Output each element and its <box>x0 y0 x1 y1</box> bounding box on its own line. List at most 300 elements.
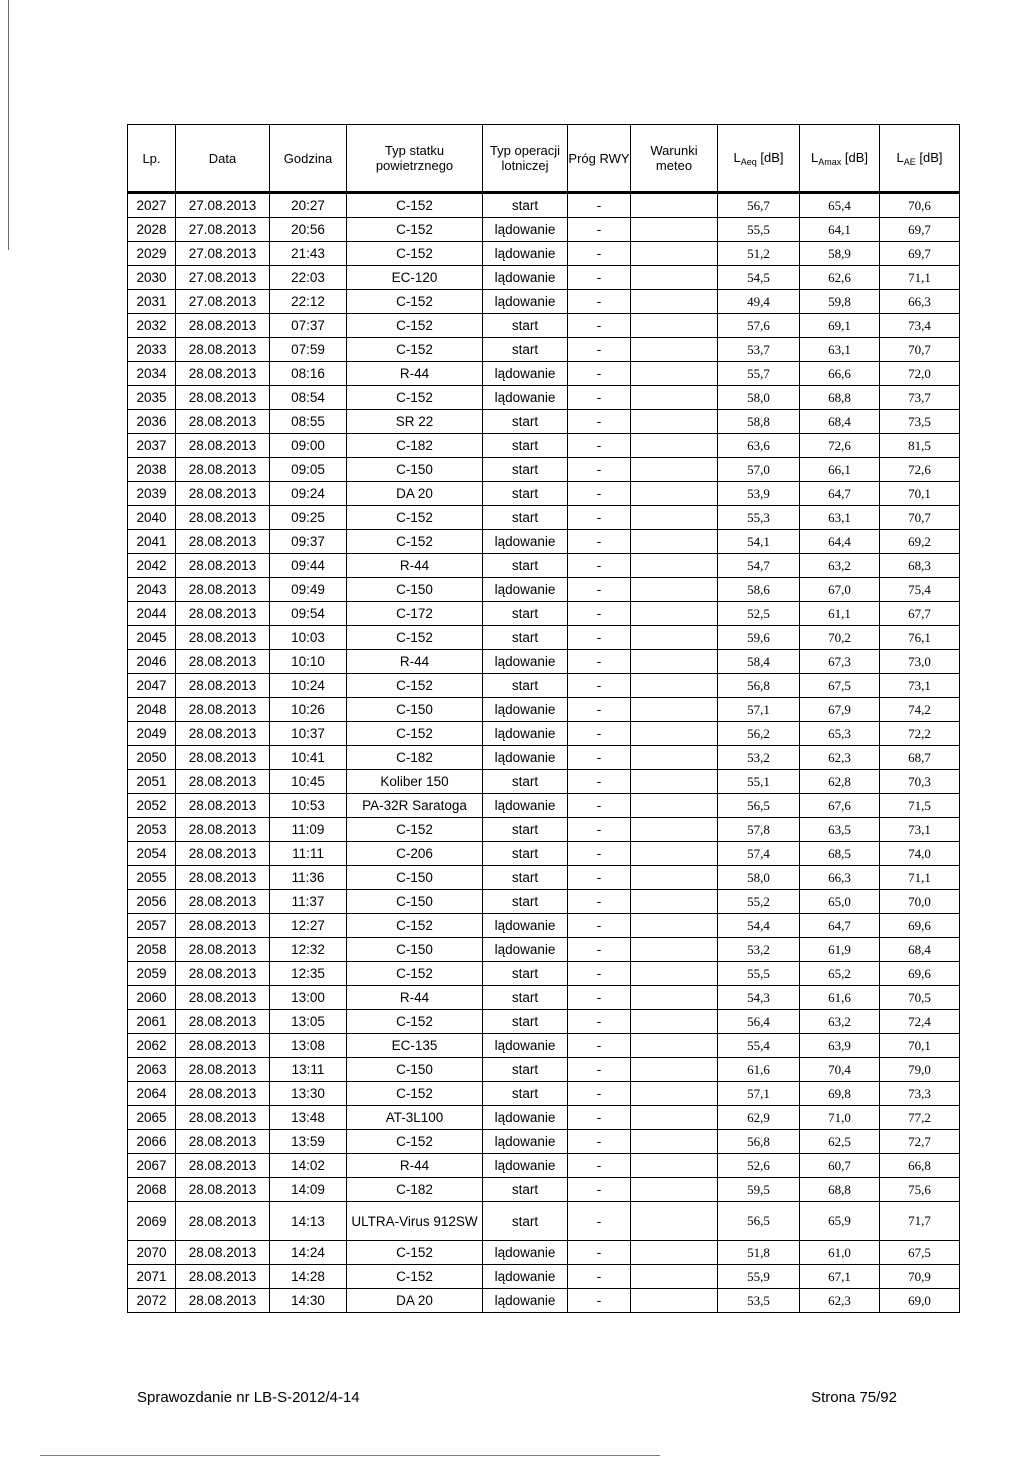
weather-cell <box>631 362 718 386</box>
date-cell: 28.08.2013 <box>176 938 270 962</box>
date-cell: 28.08.2013 <box>176 1265 270 1289</box>
laeq-cell: 58,0 <box>718 386 800 410</box>
operation-cell: start <box>483 842 568 866</box>
aircraft-cell: R-44 <box>347 650 483 674</box>
operation-cell: lądowanie <box>483 746 568 770</box>
table-row <box>128 698 960 722</box>
time-cell: 07:59 <box>270 338 347 362</box>
runway-cell: - <box>568 242 631 266</box>
measurement-table <box>127 124 960 1313</box>
header-godzina: Godzina <box>270 125 347 193</box>
aircraft-cell: C-152 <box>347 242 483 266</box>
weather-cell <box>631 746 718 770</box>
header-lae <box>880 125 960 193</box>
operation-cell: start <box>483 818 568 842</box>
aircraft-cell: C-172 <box>347 602 483 626</box>
operation-cell: lądowanie <box>483 1241 568 1265</box>
lae-cell: 71,5 <box>880 794 960 818</box>
weather-cell <box>631 554 718 578</box>
lae-cell: 69,2 <box>880 530 960 554</box>
header-data: Data <box>176 125 270 193</box>
runway-cell: - <box>568 1058 631 1082</box>
table-row <box>128 314 960 338</box>
table-header-row <box>128 125 960 193</box>
lp-cell: 2054 <box>128 842 176 866</box>
lamax-cell: 67,0 <box>800 578 880 602</box>
weather-cell <box>631 218 718 242</box>
runway-cell: - <box>568 1265 631 1289</box>
lamax-cell: 63,2 <box>800 1010 880 1034</box>
aircraft-cell: C-152 <box>347 962 483 986</box>
operation-cell: start <box>483 890 568 914</box>
date-cell: 28.08.2013 <box>176 1202 270 1241</box>
weather-cell <box>631 674 718 698</box>
operation-cell: lądowanie <box>483 1034 568 1058</box>
aircraft-cell: C-152 <box>347 218 483 242</box>
aircraft-cell: C-152 <box>347 506 483 530</box>
header-lp: Lp. <box>128 125 176 193</box>
operation-cell: start <box>483 506 568 530</box>
lp-cell: 2067 <box>128 1154 176 1178</box>
date-cell: 28.08.2013 <box>176 506 270 530</box>
runway-cell: - <box>568 386 631 410</box>
lp-cell: 2041 <box>128 530 176 554</box>
aircraft-cell: C-182 <box>347 1178 483 1202</box>
laeq-cell: 53,7 <box>718 338 800 362</box>
lamax-cell: 65,2 <box>800 962 880 986</box>
runway-cell: - <box>568 1178 631 1202</box>
date-cell: 28.08.2013 <box>176 1106 270 1130</box>
table-row <box>128 1058 960 1082</box>
time-cell: 09:00 <box>270 434 347 458</box>
laeq-cell: 56,2 <box>718 722 800 746</box>
header-laeq <box>718 125 800 193</box>
lamax-cell: 70,4 <box>800 1058 880 1082</box>
aircraft-cell: C-152 <box>347 674 483 698</box>
laeq-cell: 57,1 <box>718 1082 800 1106</box>
weather-cell <box>631 1241 718 1265</box>
time-cell: 10:24 <box>270 674 347 698</box>
lamax-cell: 59,8 <box>800 290 880 314</box>
lamax-cell: 63,1 <box>800 506 880 530</box>
lp-cell: 2027 <box>128 193 176 218</box>
weather-cell <box>631 506 718 530</box>
lae-cell: 71,1 <box>880 866 960 890</box>
operation-cell: lądowanie <box>483 938 568 962</box>
weather-cell <box>631 818 718 842</box>
runway-cell: - <box>568 338 631 362</box>
lae-cell: 70,7 <box>880 506 960 530</box>
lae-cell: 68,3 <box>880 554 960 578</box>
date-cell: 28.08.2013 <box>176 1130 270 1154</box>
laeq-cell: 57,6 <box>718 314 800 338</box>
laeq-cell: 54,3 <box>718 986 800 1010</box>
runway-cell: - <box>568 1154 631 1178</box>
lamax-cell: 68,8 <box>800 386 880 410</box>
lp-cell: 2071 <box>128 1265 176 1289</box>
weather-cell <box>631 1106 718 1130</box>
runway-cell: - <box>568 578 631 602</box>
runway-cell: - <box>568 482 631 506</box>
runway-cell: - <box>568 842 631 866</box>
aircraft-cell: C-152 <box>347 818 483 842</box>
lp-cell: 2033 <box>128 338 176 362</box>
operation-cell: start <box>483 1082 568 1106</box>
lae-cell: 75,4 <box>880 578 960 602</box>
aircraft-cell: C-182 <box>347 434 483 458</box>
lae-cell: 73,5 <box>880 410 960 434</box>
operation-cell: lądowanie <box>483 698 568 722</box>
laeq-cell: 55,1 <box>718 770 800 794</box>
lae-cell: 69,6 <box>880 962 960 986</box>
aircraft-cell: ULTRA-Virus 912SW <box>347 1202 483 1241</box>
lamax-cell: 69,1 <box>800 314 880 338</box>
table-row <box>128 1130 960 1154</box>
operation-cell: start <box>483 314 568 338</box>
lae-cell: 73,7 <box>880 386 960 410</box>
operation-cell: lądowanie <box>483 794 568 818</box>
runway-cell: - <box>568 458 631 482</box>
date-cell: 27.08.2013 <box>176 290 270 314</box>
laeq-cell: 57,4 <box>718 842 800 866</box>
runway-cell: - <box>568 530 631 554</box>
lp-cell: 2056 <box>128 890 176 914</box>
lamax-cell: 70,2 <box>800 626 880 650</box>
laeq-cell: 49,4 <box>718 290 800 314</box>
laeq-cell: 52,6 <box>718 1154 800 1178</box>
lp-cell: 2042 <box>128 554 176 578</box>
lamax-cell: 69,8 <box>800 1082 880 1106</box>
operation-cell: lądowanie <box>483 578 568 602</box>
table-row <box>128 1154 960 1178</box>
lp-cell: 2055 <box>128 866 176 890</box>
lamax-cell: 62,3 <box>800 746 880 770</box>
time-cell: 14:24 <box>270 1241 347 1265</box>
runway-cell: - <box>568 1202 631 1241</box>
lae-cell: 70,1 <box>880 1034 960 1058</box>
table-row <box>128 914 960 938</box>
lamax-cell: 67,9 <box>800 698 880 722</box>
operation-cell: start <box>483 1178 568 1202</box>
runway-cell: - <box>568 1130 631 1154</box>
laeq-cell: 58,8 <box>718 410 800 434</box>
aircraft-cell: Koliber 150 <box>347 770 483 794</box>
lamax-cell: 58,9 <box>800 242 880 266</box>
weather-cell <box>631 434 718 458</box>
lamax-cell: 61,9 <box>800 938 880 962</box>
header-typ-statku: Typ statku powietrznego <box>347 125 483 193</box>
table-row <box>128 1106 960 1130</box>
runway-cell: - <box>568 986 631 1010</box>
date-cell: 28.08.2013 <box>176 434 270 458</box>
lp-cell: 2063 <box>128 1058 176 1082</box>
weather-cell <box>631 482 718 506</box>
scan-edge-line <box>8 0 9 250</box>
time-cell: 08:55 <box>270 410 347 434</box>
table-row <box>128 650 960 674</box>
lamax-cell: 63,2 <box>800 554 880 578</box>
runway-cell: - <box>568 218 631 242</box>
lp-cell: 2031 <box>128 290 176 314</box>
date-cell: 28.08.2013 <box>176 458 270 482</box>
weather-cell <box>631 938 718 962</box>
lp-cell: 2040 <box>128 506 176 530</box>
aircraft-cell: EC-135 <box>347 1034 483 1058</box>
time-cell: 10:41 <box>270 746 347 770</box>
operation-cell: start <box>483 482 568 506</box>
time-cell: 11:37 <box>270 890 347 914</box>
operation-cell: start <box>483 410 568 434</box>
operation-cell: lądowanie <box>483 722 568 746</box>
laeq-cell: 53,2 <box>718 938 800 962</box>
table-row <box>128 266 960 290</box>
table-row <box>128 1178 960 1202</box>
runway-cell: - <box>568 1289 631 1313</box>
weather-cell <box>631 1034 718 1058</box>
header-laeq-main: L <box>733 149 741 165</box>
laeq-cell: 54,4 <box>718 914 800 938</box>
date-cell: 28.08.2013 <box>176 746 270 770</box>
aircraft-cell: DA 20 <box>347 1289 483 1313</box>
table-row <box>128 410 960 434</box>
time-cell: 13:11 <box>270 1058 347 1082</box>
lamax-cell: 64,1 <box>800 218 880 242</box>
time-cell: 13:08 <box>270 1034 347 1058</box>
operation-cell: lądowanie <box>483 914 568 938</box>
lamax-cell: 62,5 <box>800 1130 880 1154</box>
aircraft-cell: C-152 <box>347 314 483 338</box>
lae-cell: 70,3 <box>880 770 960 794</box>
table-row <box>128 746 960 770</box>
date-cell: 28.08.2013 <box>176 386 270 410</box>
runway-cell: - <box>568 193 631 218</box>
operation-cell: start <box>483 338 568 362</box>
runway-cell: - <box>568 770 631 794</box>
weather-cell <box>631 914 718 938</box>
weather-cell <box>631 986 718 1010</box>
table-row <box>128 722 960 746</box>
date-cell: 28.08.2013 <box>176 602 270 626</box>
lae-cell: 69,7 <box>880 218 960 242</box>
laeq-cell: 55,4 <box>718 1034 800 1058</box>
time-cell: 11:11 <box>270 842 347 866</box>
lp-cell: 2045 <box>128 626 176 650</box>
weather-cell <box>631 530 718 554</box>
laeq-cell: 55,5 <box>718 218 800 242</box>
lae-cell: 66,8 <box>880 1154 960 1178</box>
time-cell: 11:09 <box>270 818 347 842</box>
lae-cell: 75,6 <box>880 1178 960 1202</box>
runway-cell: - <box>568 290 631 314</box>
lamax-cell: 65,3 <box>800 722 880 746</box>
laeq-cell: 56,7 <box>718 193 800 218</box>
date-cell: 28.08.2013 <box>176 1289 270 1313</box>
laeq-cell: 61,6 <box>718 1058 800 1082</box>
runway-cell: - <box>568 410 631 434</box>
date-cell: 28.08.2013 <box>176 1154 270 1178</box>
aircraft-cell: C-152 <box>347 1241 483 1265</box>
lp-cell: 2065 <box>128 1106 176 1130</box>
operation-cell: start <box>483 962 568 986</box>
time-cell: 14:09 <box>270 1178 347 1202</box>
runway-cell: - <box>568 914 631 938</box>
page-number: Strona 75/92 <box>811 1389 897 1406</box>
lamax-cell: 71,0 <box>800 1106 880 1130</box>
time-cell: 14:28 <box>270 1265 347 1289</box>
date-cell: 28.08.2013 <box>176 1241 270 1265</box>
lae-cell: 73,1 <box>880 674 960 698</box>
lp-cell: 2034 <box>128 362 176 386</box>
weather-cell <box>631 962 718 986</box>
lae-cell: 72,7 <box>880 1130 960 1154</box>
runway-cell: - <box>568 962 631 986</box>
table-row <box>128 794 960 818</box>
lp-cell: 2053 <box>128 818 176 842</box>
header-laeq-unit: [dB] <box>756 149 784 165</box>
weather-cell <box>631 650 718 674</box>
table-row <box>128 506 960 530</box>
laeq-cell: 55,3 <box>718 506 800 530</box>
time-cell: 10:53 <box>270 794 347 818</box>
table-row <box>128 986 960 1010</box>
lae-cell: 69,6 <box>880 914 960 938</box>
runway-cell: - <box>568 818 631 842</box>
aircraft-cell: C-152 <box>347 914 483 938</box>
date-cell: 28.08.2013 <box>176 338 270 362</box>
lae-cell: 73,1 <box>880 818 960 842</box>
time-cell: 13:00 <box>270 986 347 1010</box>
operation-cell: lądowanie <box>483 290 568 314</box>
time-cell: 13:48 <box>270 1106 347 1130</box>
time-cell: 09:05 <box>270 458 347 482</box>
lp-cell: 2069 <box>128 1202 176 1241</box>
laeq-cell: 51,8 <box>718 1241 800 1265</box>
time-cell: 22:12 <box>270 290 347 314</box>
header-lae-unit: [dB] <box>915 149 943 165</box>
aircraft-cell: C-152 <box>347 338 483 362</box>
lamax-cell: 64,7 <box>800 914 880 938</box>
time-cell: 09:24 <box>270 482 347 506</box>
time-cell: 10:37 <box>270 722 347 746</box>
time-cell: 09:54 <box>270 602 347 626</box>
operation-cell: lądowanie <box>483 1154 568 1178</box>
header-warunki: Warunki meteo <box>631 125 718 193</box>
lp-cell: 2047 <box>128 674 176 698</box>
operation-cell: start <box>483 193 568 218</box>
aircraft-cell: C-150 <box>347 578 483 602</box>
lp-cell: 2072 <box>128 1289 176 1313</box>
date-cell: 28.08.2013 <box>176 410 270 434</box>
lae-cell: 72,2 <box>880 722 960 746</box>
weather-cell <box>631 1058 718 1082</box>
lamax-cell: 62,3 <box>800 1289 880 1313</box>
date-cell: 28.08.2013 <box>176 914 270 938</box>
lamax-cell: 61,6 <box>800 986 880 1010</box>
date-cell: 28.08.2013 <box>176 362 270 386</box>
runway-cell: - <box>568 1010 631 1034</box>
aircraft-cell: R-44 <box>347 986 483 1010</box>
aircraft-cell: C-152 <box>347 626 483 650</box>
weather-cell <box>631 1082 718 1106</box>
date-cell: 28.08.2013 <box>176 890 270 914</box>
table-row <box>128 530 960 554</box>
lae-cell: 69,0 <box>880 1289 960 1313</box>
lamax-cell: 62,6 <box>800 266 880 290</box>
operation-cell: lądowanie <box>483 362 568 386</box>
date-cell: 27.08.2013 <box>176 266 270 290</box>
laeq-cell: 56,5 <box>718 1202 800 1241</box>
time-cell: 14:30 <box>270 1289 347 1313</box>
date-cell: 28.08.2013 <box>176 986 270 1010</box>
lp-cell: 2066 <box>128 1130 176 1154</box>
weather-cell <box>631 410 718 434</box>
aircraft-cell: C-152 <box>347 1082 483 1106</box>
lae-cell: 67,7 <box>880 602 960 626</box>
time-cell: 21:43 <box>270 242 347 266</box>
runway-cell: - <box>568 506 631 530</box>
lp-cell: 2070 <box>128 1241 176 1265</box>
lae-cell: 73,3 <box>880 1082 960 1106</box>
lamax-cell: 61,1 <box>800 602 880 626</box>
date-cell: 28.08.2013 <box>176 818 270 842</box>
time-cell: 10:26 <box>270 698 347 722</box>
table-row <box>128 482 960 506</box>
time-cell: 13:05 <box>270 1010 347 1034</box>
weather-cell <box>631 1154 718 1178</box>
date-cell: 28.08.2013 <box>176 722 270 746</box>
table-row <box>128 218 960 242</box>
table-row <box>128 818 960 842</box>
lp-cell: 2049 <box>128 722 176 746</box>
weather-cell <box>631 698 718 722</box>
table-row <box>128 866 960 890</box>
time-cell: 22:03 <box>270 266 347 290</box>
lp-cell: 2046 <box>128 650 176 674</box>
date-cell: 28.08.2013 <box>176 794 270 818</box>
lae-cell: 70,5 <box>880 986 960 1010</box>
lamax-cell: 68,8 <box>800 1178 880 1202</box>
header-lamax-main: L <box>811 149 819 165</box>
runway-cell: - <box>568 314 631 338</box>
lae-cell: 69,7 <box>880 242 960 266</box>
aircraft-cell: C-152 <box>347 1010 483 1034</box>
lae-cell: 72,0 <box>880 362 960 386</box>
time-cell: 10:10 <box>270 650 347 674</box>
lp-cell: 2032 <box>128 314 176 338</box>
lp-cell: 2036 <box>128 410 176 434</box>
lp-cell: 2048 <box>128 698 176 722</box>
time-cell: 20:56 <box>270 218 347 242</box>
table-row <box>128 578 960 602</box>
aircraft-cell: AT-3L100 <box>347 1106 483 1130</box>
aircraft-cell: R-44 <box>347 1154 483 1178</box>
operation-cell: start <box>483 674 568 698</box>
lp-cell: 2029 <box>128 242 176 266</box>
header-lae-main: L <box>896 149 904 165</box>
table-row <box>128 1010 960 1034</box>
time-cell: 12:35 <box>270 962 347 986</box>
aircraft-cell: SR 22 <box>347 410 483 434</box>
runway-cell: - <box>568 746 631 770</box>
lp-cell: 2050 <box>128 746 176 770</box>
operation-cell: lądowanie <box>483 218 568 242</box>
time-cell: 07:37 <box>270 314 347 338</box>
weather-cell <box>631 578 718 602</box>
lamax-cell: 64,7 <box>800 482 880 506</box>
lae-cell: 72,4 <box>880 1010 960 1034</box>
time-cell: 09:49 <box>270 578 347 602</box>
table-row <box>128 938 960 962</box>
